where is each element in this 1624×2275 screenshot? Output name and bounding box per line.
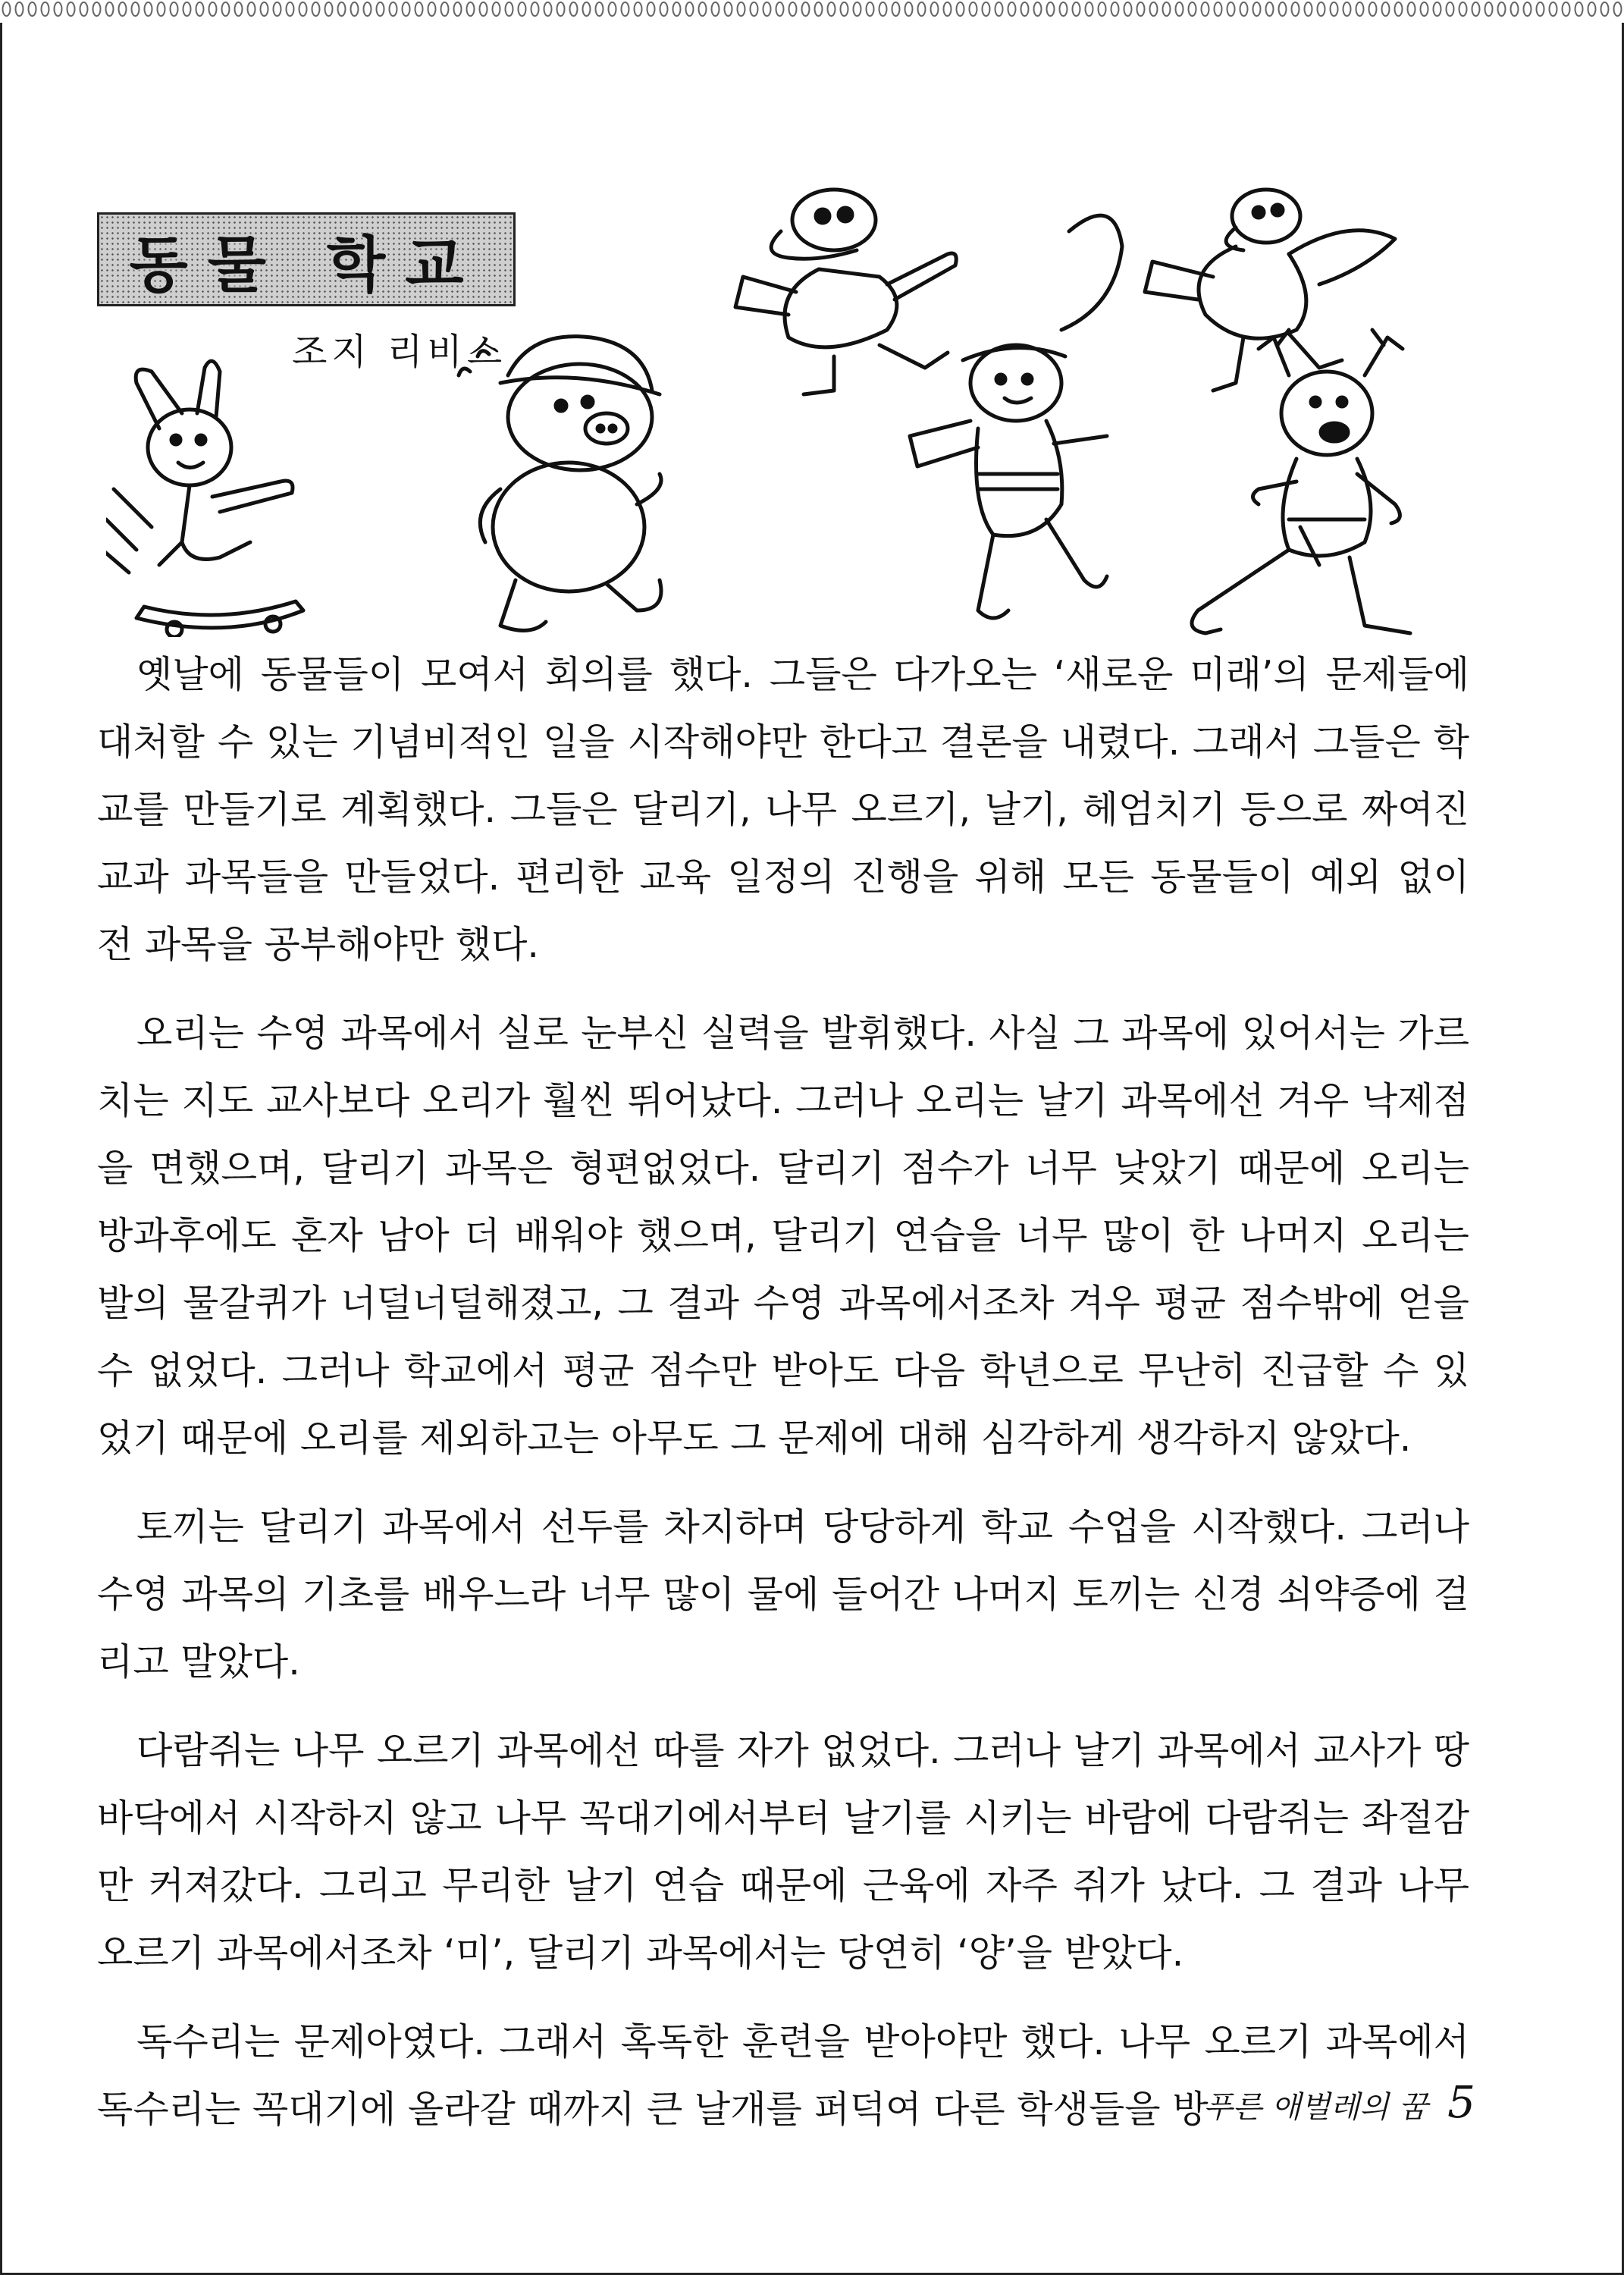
page-title: 동물 학교: [129, 229, 484, 300]
article-body: [97, 641, 1469, 2164]
paragraph-duck: 오리는 수영 과목에서 실로 눈부신 실력을 발휘했다. 사실 그 과목에 있어서는 가르치는 지도 교사보다 오리가 훨씬 뛰어났다. 그러나 오리는 날기 과목에선 겨우 낙제점을 면했으며, 달리기 과목은 형편없었다. 달리기 점수가 너무 낮았기 때문에 오리는 방과후에도 혼자 남아 더 배워야 했으며, 달리기 연습을 너무 많이 한 나머지 오리는 발의 물갈퀴가 너덜너덜해졌고, 그 결과 수영 과목에서조차 겨우 평균 점수밖에 얻을 수 없었다. 그러나 학교에서 평균 점수만 받아도 다음 학년으로 무난히 진급할 수 있었기 때문에 오리를 제외하고는 아무도 그 문제에 대해 심각하게 생각하지 않았다.: [97, 1012, 1469, 1460]
page-number: 5: [1447, 2076, 1475, 2128]
deer-karate-icon: [1192, 330, 1410, 633]
animal-school-illustration: [106, 186, 1494, 637]
spiral-binding: [0, 0, 1624, 23]
rabbit-skateboard-icon: [106, 361, 303, 637]
paragraph-eagle: 독수리는 문제아였다. 그래서 혹독한 훈련을 받아야만 했다. 나무 오르기 과목에서 독수리는 꼭대기에 올라갈 때까지 큰 날개를 퍼덕여 다른 학생들을 방: [97, 2020, 1469, 2131]
squirrel-scarf-icon: [910, 215, 1122, 618]
page-footer: [1203, 2076, 1475, 2128]
paragraph-rabbit: 토끼는 달리기 과목에서 선두를 차지하며 당당하게 학교 수업을 시작했다. 그러나 수영 과목의 기초를 배우느라 너무 많이 물에 들어간 나머지 토끼는 신경 쇠약증에 걸리고 말았다.: [97, 1505, 1469, 1684]
duck-running-icon: [735, 190, 956, 394]
pig-helmet-icon: [459, 337, 661, 631]
binding-rings-icon: [0, 0, 1624, 23]
paragraph-intro: 옛날에 동물들이 모여서 회의를 했다. 그들은 다가오는 ‘새로운 미래’의 문제들에 대처할 수 있는 기념비적인 일을 시작해야만 한다고 결론을 내렸다. 그래서 그들은 학교를 만들기로 계획했다. 그들은 달리기, 나무 오르기, 날기, 헤엄치기 등으로 짜여진 교과 과목들을 만들었다. 편리한 교육 일정의 진행을 위해 모든 동물들이 예외 없이 전 과목을 공부해야만 했다.: [97, 653, 1469, 966]
paragraph-squirrel: 다람쥐는 나무 오르기 과목에선 따를 자가 없었다. 그러나 날기 과목에서 교사가 땅바닥에서 시작하지 않고 나무 꼭대기에서부터 날기를 시키는 바람에 다람쥐는 좌절감만 커져갔다. 그리고 무리한 날기 연습 때문에 근육에 자주 쥐가 났다. 그 결과 나무 오르기 과목에서조차 ‘미’, 달리기 과목에서는 당연히 ‘양’을 받았다.: [97, 1729, 1469, 1975]
author-name: 조지 리비스: [292, 331, 507, 373]
footer-book-title: 푸른 애벌레의 꿈: [1203, 2090, 1428, 2125]
eagle-flying-icon: [1145, 190, 1395, 391]
page-edge-left: [0, 23, 2, 2275]
